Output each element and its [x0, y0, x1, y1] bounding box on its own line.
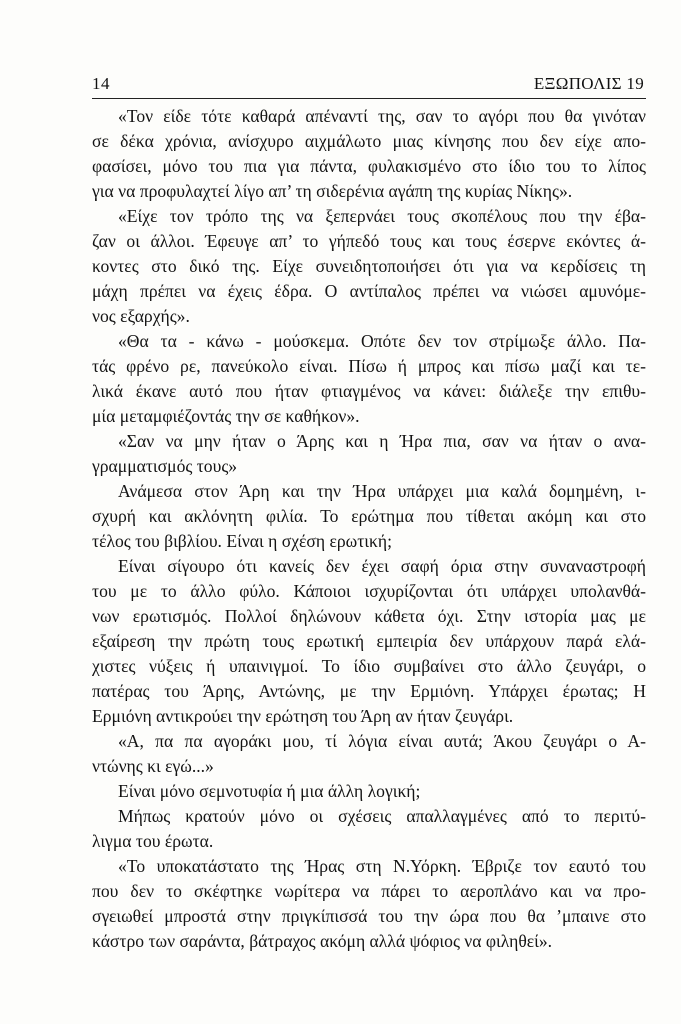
text-line: «Το υποκατάστατο της Ήρας στη Ν.Υόρκη. Έβριζε τον εαυτό του — [118, 856, 646, 876]
text-line: νων ερωτισμός. Πολλοί δηλώνουν κάθετα όχι. Στην ιστορία μας με — [92, 606, 646, 626]
text-line: Ανάμεσα στον Άρη και την Ήρα υπάρχει μια καλά δομημένη, ι- — [118, 481, 646, 501]
text-line: «Σαν να μην ήταν ο Άρης και η Ήρα πια, σαν να ήταν ο ανα- — [118, 431, 646, 451]
text-line: για να προφυλαχτεί λίγο απ’ τη σιδερένια αγάπη της κυρίας Νίκης». — [92, 181, 573, 201]
text-line: «Είχε τον τρόπο της να ξεπερνάει τους σκοπέλους που την έβα- — [118, 206, 646, 226]
text-line: χιστες νύξεις ή υπαινιγμοί. Το ίδιο συμβαίνει στο άλλο ζευγάρι, ο — [92, 656, 646, 676]
text-line: Είναι μόνο σεμνοτυφία ή μια άλλη λογική; — [118, 781, 421, 801]
text-line: πατέρας του Άρης, Αντώνης, με την Ερμιόνη. Υπάρχει έρωτας; Η — [92, 681, 646, 701]
text-line: λιγμα του έρωτα. — [92, 831, 214, 851]
body-text — [92, 104, 646, 954]
text-line: Είναι σίγουρο ότι κανείς δεν έχει σαφή όρια στην συναναστροφή — [118, 556, 646, 576]
running-header — [92, 72, 646, 99]
page-number: 14 — [92, 74, 110, 93]
text-line: σγειωθεί μπροστά στην πριγκίπισσά του την ώρα που θα ’μπαινε στο — [92, 906, 646, 926]
paragraph — [92, 204, 646, 329]
paragraph — [92, 429, 646, 479]
paragraph — [92, 729, 646, 779]
paragraph — [92, 329, 646, 429]
text-line: σχυρή και ακλόνητη φιλία. Το ερώτημα που τίθεται ακόμη και στο — [92, 506, 646, 526]
paragraph — [92, 554, 646, 729]
paragraph — [92, 854, 646, 954]
paragraph — [92, 104, 646, 204]
text-line: ζαν οι άλλοι. Έφευγε απ’ το γήπεδό τους και τους έσερνε εκόντες ά- — [92, 231, 646, 251]
paragraph — [92, 479, 646, 554]
text-line: κάστρο των σαράντα, βάτραχος ακόμη αλλά ψόφιος να φιληθεί». — [92, 931, 553, 951]
text-line: «Α, πα πα αγοράκι μου, τί λόγια είναι αυτά; Άκου ζευγάρι ο Α- — [118, 731, 646, 751]
paragraph — [92, 779, 646, 804]
text-line: γραμματισμός τους» — [92, 456, 238, 476]
text-line: «Θα τα - κάνω - μούσκεμα. Οπότε δεν τον στρίμωξε άλλο. Πα- — [118, 331, 646, 351]
text-line: φασίσει, μόνο του πια για πάντα, φυλακισμένο στο ίδιο του το λίπος — [92, 156, 646, 176]
text-line: μάχη πρέπει να έχεις έδρα. Ο αντίπαλος πρέπει να νιώσει αμυνόμε- — [92, 281, 646, 301]
text-line: τέλος του βιβλίου. Είναι η σχέση ερωτική; — [92, 531, 392, 551]
paragraph — [92, 804, 646, 854]
running-title: ΕΞΩΠΟΛΙΣ 19 — [533, 74, 644, 93]
text-line: ντώνης κι εγώ...» — [92, 756, 214, 776]
text-line: του με το άλλο φύλο. Κάποιοι ισχυρίζονται ότι υπάρχει υπολανθά- — [92, 581, 646, 601]
text-line: μία μεταμφιέζοντάς την σε καθήκον». — [92, 406, 360, 426]
text-line: νος εξαρχής». — [92, 306, 190, 326]
text-line: σε δέκα χρόνια, ανίσχυρο αιχμάλωτο μιας κίνησης που δεν είχε απο- — [92, 131, 646, 151]
text-line: κοντες στο δικό της. Είχε συνειδητοποιήσει ότι για να κερδίσεις τη — [92, 256, 646, 276]
text-line: που δεν το σκέφτηκε νωρίτερα να πάρει το αεροπλάνο και να προ- — [92, 881, 646, 901]
text-line: εξαίρεση την πρώτη τους ερωτική εμπειρία δεν υπάρχουν παρά ελά- — [92, 631, 646, 651]
text-line: Μήπως κρατούν μόνο οι σχέσεις απαλλαγμένες από το περιτύ- — [118, 806, 646, 826]
text-line: «Τον είδε τότε καθαρά απέναντί της, σαν το αγόρι που θα γινόταν — [118, 106, 646, 126]
text-line: Ερμιόνη αντικρούει την ερώτηση του Άρη αν ήταν ζευγάρι. — [92, 706, 514, 726]
text-line: τάς φρένο ρε, πανεύκολο είναι. Πίσω ή μπρος και πίσω μαζί και τε- — [92, 356, 646, 376]
text-line: λικά έκανε αυτό που ήταν φτιαγμένος να κάνει: διάλεξε την επιθυ- — [92, 381, 646, 401]
